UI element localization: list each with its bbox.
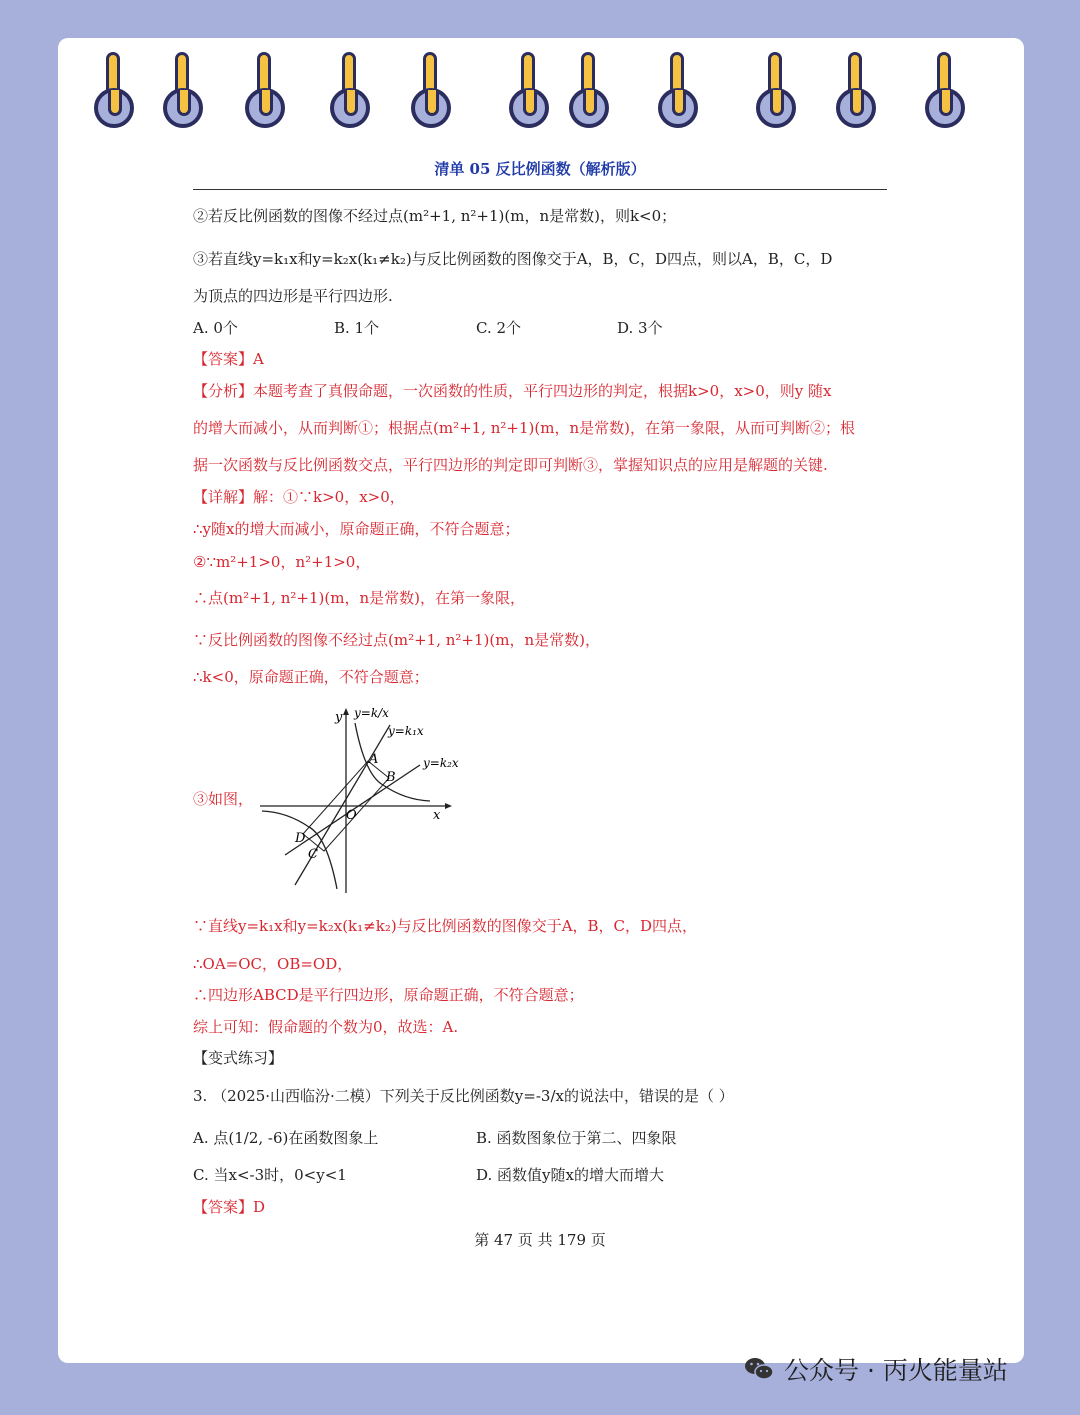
option-a: A. 0个: [193, 319, 238, 337]
q3-option-c: C. 当x<-3时，0<y<1: [193, 1166, 347, 1184]
point-b-label: B: [386, 770, 396, 785]
detail-line-3: ②∵m²+1>0，n²+1>0，: [193, 553, 371, 571]
origin-label: O: [346, 808, 357, 823]
document-title: 清单 05 反比例函数（解析版）: [434, 160, 646, 178]
detail-line-6: ∴k<0，原命题正确，不符合题意；: [193, 668, 429, 686]
page-number: 第 47 页 共 179 页: [474, 1231, 606, 1249]
line-k2-label: y=k₂x: [423, 756, 459, 770]
q3-option-a: A. 点(1/2, -6)在函数图象上: [193, 1129, 379, 1147]
ring-binder-icon: [94, 52, 134, 128]
detail-line-4: ∴点(m²+1, n²+1)(m，n是常数)，在第一象限，: [193, 589, 525, 607]
detail-line-10: ∴四边形ABCD是平行四边形，原命题正确，不符合题意；: [193, 986, 584, 1004]
q3-answer: 【答案】D: [193, 1198, 266, 1216]
analysis-line-1: 【分析】本题考查了真假命题，一次函数的性质，平行四边形的判定，根据k>0，x>0，则y 随x: [193, 382, 832, 400]
ring-binder-icon: [163, 52, 203, 128]
item-3-text: ③若直线y=k₁x和y=k₂x(k₁≠k₂)与反比例函数的图像交于A，B，C，D四点，则以A，B，C，D: [193, 250, 833, 268]
detail-line-7: ③如图，: [193, 790, 254, 808]
question-3: 3. （2025·山西临汾·二模）下列关于反比例函数y=-3/x的说法中，错误的是（ ）: [193, 1087, 734, 1105]
option-c: C. 2个: [476, 319, 522, 337]
detail-line-2: ∴y随x的增大而减小，原命题正确，不符合题意；: [193, 520, 520, 538]
point-d-label: D: [295, 831, 306, 846]
y-axis-label: y: [335, 710, 343, 725]
detail-line-5: ∵反比例函数的图像不经过点(m²+1, n²+1)(m，n是常数)，: [193, 631, 600, 649]
wechat-icon: [744, 1356, 774, 1382]
detail-line-1: 【详解】解：①∵k>0，x>0，: [193, 488, 405, 506]
point-a-label: A: [369, 752, 379, 767]
ring-binder-icon: [756, 52, 796, 128]
q3-option-b: B. 函数图象位于第二、四象限: [476, 1129, 677, 1147]
x-axis-label: x: [433, 808, 441, 823]
curve-label: y=k/x: [354, 706, 389, 720]
ring-binder-icon: [411, 52, 451, 128]
q3-option-d: D. 函数值y随x的增大而增大: [476, 1166, 664, 1184]
item-2-text: ②若反比例函数的图像不经过点(m²+1, n²+1)(m，n是常数)，则k<0；: [193, 207, 677, 225]
item-3-text-cont: 为顶点的四边形是平行四边形.: [193, 287, 393, 305]
option-d: D. 3个: [617, 319, 663, 337]
detail-line-11: 综上可知：假命题的个数为0，故选：A.: [193, 1018, 459, 1036]
ring-binder-icon: [509, 52, 549, 128]
brand-name: 公众号 · 丙火能量站: [784, 1356, 1008, 1385]
title-divider: [193, 189, 887, 190]
ring-binder-icon: [925, 52, 965, 128]
analysis-line-3: 据一次函数与反比例函数交点，平行四边形的判定即可判断③，掌握知识点的应用是解题的关键.: [193, 456, 828, 474]
detail-line-8: ∵直线y=k₁x和y=k₂x(k₁≠k₂)与反比例函数的图像交于A，B，C，D四点，: [193, 917, 698, 935]
option-b: B. 1个: [334, 319, 380, 337]
ring-binder-icon: [836, 52, 876, 128]
answer-label: 【答案】A: [193, 350, 264, 368]
ring-binder-icon: [569, 52, 609, 128]
analysis-line-2: 的增大而减小，从而判断①；根据点(m²+1, n²+1)(m，n是常数)，在第一象限，从而可判断②；根: [193, 419, 855, 437]
ring-binder-icon: [245, 52, 285, 128]
ring-binder-icon: [658, 52, 698, 128]
variant-heading: 【变式练习】: [193, 1049, 284, 1067]
point-c-label: C: [308, 847, 318, 862]
detail-line-9: ∴OA=OC，OB=OD，: [193, 955, 353, 973]
line-k1-label: y=k₁x: [388, 724, 424, 738]
account-brand: [744, 1351, 1008, 1387]
hyperbola-diagram: [255, 695, 475, 900]
ring-binder-icon: [330, 52, 370, 128]
